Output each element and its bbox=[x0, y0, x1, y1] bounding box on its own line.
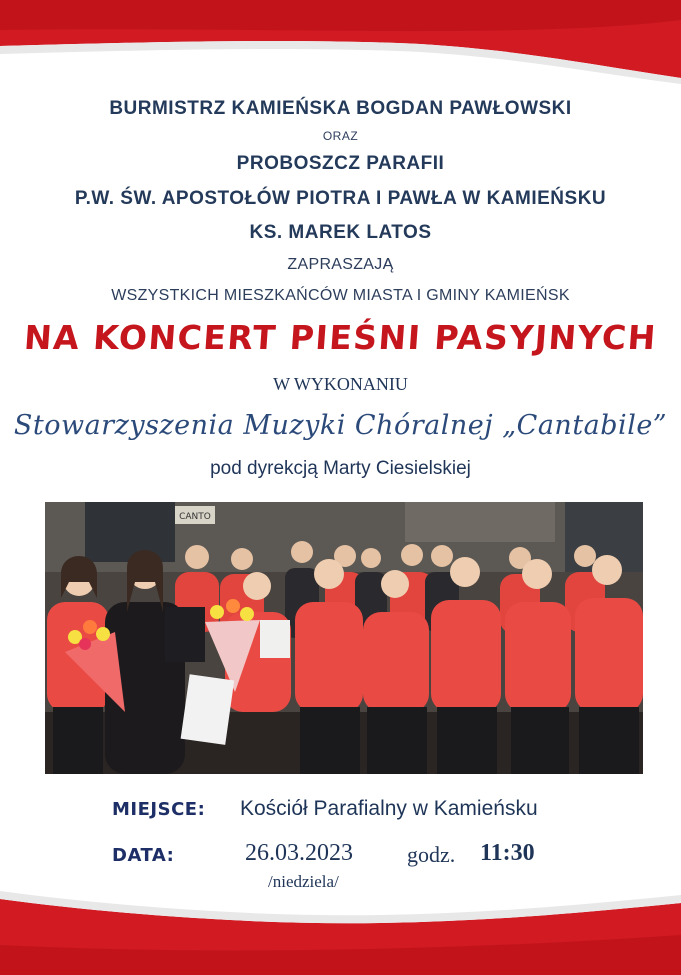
choir-name: Stowarzyszenia Muzyki Chóralnej „Cantabile” bbox=[13, 410, 668, 441]
date-label: DATA: bbox=[112, 845, 175, 866]
priest-name: KS. MAREK LATOS bbox=[249, 222, 432, 243]
parish-name: P.W. ŚW. APOSTOŁÓW PIOTRA I PAWŁA W KAMIEŃSKU bbox=[74, 188, 607, 209]
time-prefix: godz. bbox=[407, 842, 456, 867]
performed-by-label: W WYKONANIU bbox=[273, 374, 408, 394]
place-value: Kościół Parafialny w Kamieńsku bbox=[240, 797, 538, 820]
choir-photo bbox=[45, 502, 643, 774]
organizer-parish-priest: PROBOSZCZ PARAFII bbox=[236, 153, 445, 174]
invite-audience: WSZYSTKICH MIESZKAŃCÓW MIASTA I GMINY KAMIEŃSK bbox=[111, 287, 570, 304]
weekday: /niedziela/ bbox=[268, 872, 339, 891]
invite-verb: ZAPRASZAJĄ bbox=[287, 256, 394, 273]
director-line: pod dyrekcją Marty Ciesielskiej bbox=[210, 458, 471, 479]
time-value: 11:30 bbox=[480, 840, 535, 866]
organizer-mayor: BURMISTRZ KAMIEŃSKA BOGDAN PAWŁOWSKI bbox=[109, 98, 572, 119]
bottom-red-wave bbox=[0, 885, 681, 975]
hall-sign-text: CANTO bbox=[179, 512, 211, 522]
place-label: MIEJSCE: bbox=[112, 799, 206, 820]
date-value: 26.03.2023 bbox=[245, 840, 353, 866]
top-red-wave bbox=[0, 0, 681, 95]
conjunction-oraz: ORAZ bbox=[322, 129, 359, 143]
concert-headline: NA KONCERT PIEŚNI PASYJNYCH bbox=[22, 318, 659, 357]
